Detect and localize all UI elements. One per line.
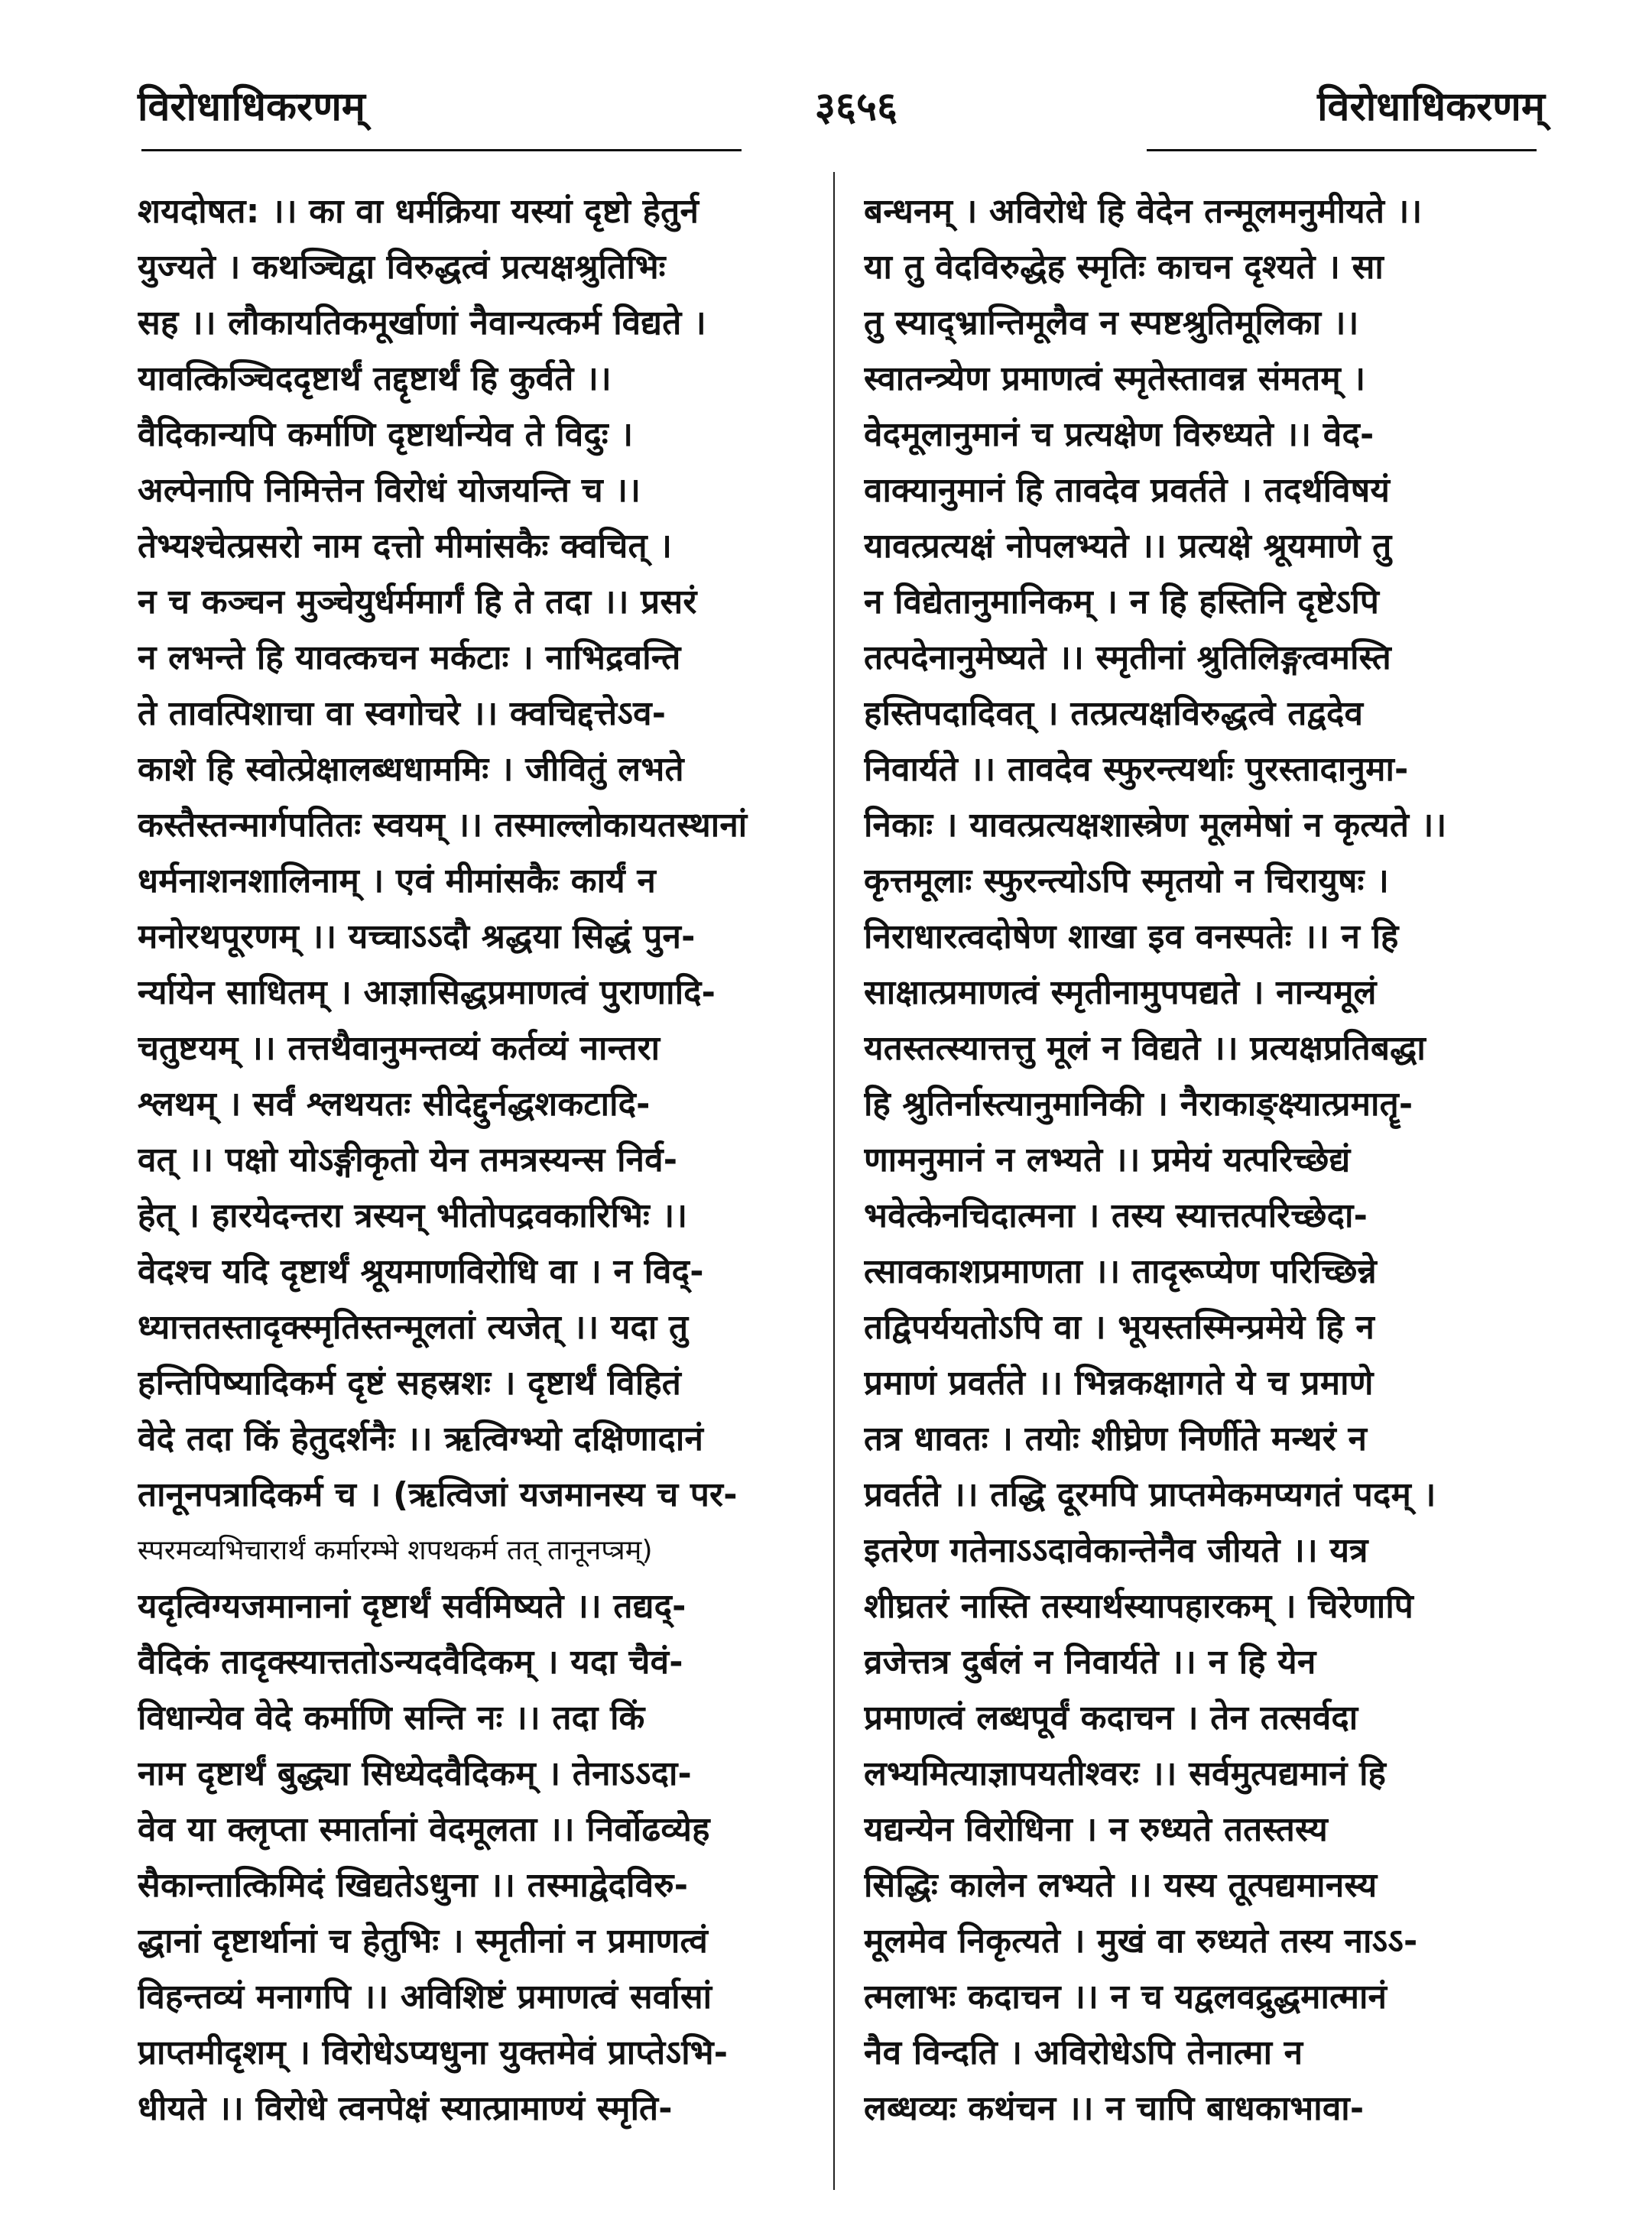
text-line: यतस्तत्स्यात्तत्तु मूलं न विद्यते ।। प्रत्यक्षप्रतिबद्धा [864,1029,1426,1068]
text-line: निकाः । यावत्प्रत्यक्षशास्त्रेण मूलमेषां न कृत्यते ।। [864,806,1447,845]
text-line: शयदोषत: ।। का वा धर्मक्रिया यस्यां दृष्टो हेतुर्न [138,192,699,231]
page-number: ३६५६ [814,84,898,130]
text-line: लब्धव्यः कथंचन ।। न चापि बाधकाभावा- [864,2089,1365,2128]
text-line: धर्मनाशनशालिनाम् । एवं मीमांसकैः कार्यं न [138,861,657,900]
text-line: तु स्याद्भ्रान्तिमूलैव न स्पष्टश्रुतिमूलिका ।। [864,303,1359,342]
text-line: तानूनपत्रादिकर्म च । (ऋत्विजां यजमानस्य च पर- [138,1475,738,1514]
text-line: भवेत्केनचिदात्मना । तस्य स्यात्तत्परिच्छेदा- [864,1196,1368,1235]
text-line: प्राप्तमीदृशम् । विरोधेऽप्यधुना युक्तमेवं प्राप्तेऽभि- [138,2033,729,2072]
text-line: सिद्धिः कालेन लभ्यते ।। यस्य तूत्पद्यमानस्य [864,1866,1378,1905]
text-line: वैदिकं तादृक्स्यात्ततोऽन्यदवैदिकम् । यदा चैवं- [138,1643,683,1682]
text-line: हेत् । हारयेदन्तरा त्रस्यन् भीतोपद्रवकारिभिः ।। [138,1196,688,1235]
text-line: कस्तैस्तन्मार्गपतितः स्वयम् ।। तस्माल्लोकायतस्थानां [138,806,748,845]
text-line: यावत्प्रत्यक्षं नोपलभ्यते ।। प्रत्यक्षे श्रूयमाणे तु [864,527,1392,566]
text-line: द्धानां दृष्टार्थानां च हेतुभिः । स्मृतीनां न प्रमाणत्वं [138,1922,709,1961]
text-line: हस्तिपदादिवत् । तत्प्रत्यक्षविरुद्धत्वे तद्वदेव [864,694,1364,733]
header-rule-right [1147,149,1537,151]
text-line: निवार्यते ।। तावदेव स्फुरन्त्यर्थाः पुरस्तादानुमा- [864,750,1409,789]
text-line: ते तावत्पिशाचा वा स्वगोचरे ।। क्वचिद्दत्तेऽव- [138,694,667,733]
text-line: सैकान्तात्किमिदं खिद्यतेऽधुना ।। तस्माद्वेदविरु- [138,1866,689,1905]
text-line: नाम दृष्टार्थं बुद्ध्या सिध्येदवैदिकम् । तेनाऽऽदा- [138,1754,693,1793]
text-line: व्रजेत्तत्र दुर्बलं न निवार्यते ।। न हि येन [864,1643,1316,1682]
text-line: तत्र धावतः । तयोः शीघ्रेण निर्णीते मन्थरं न [864,1419,1368,1458]
text-line: या तु वेदविरुद्धेह स्मृतिः काचन दृश्यते । सा [864,248,1384,287]
text-line: धीयते ।। विरोधे त्वनपेक्षं स्यात्प्रामाण्यं स्मृति- [138,2089,673,2128]
text-line: तद्विपर्ययतोऽपि वा । भूयस्तस्मिन्प्रमेये हि न [864,1308,1375,1347]
text-line: र्न्यायेन साधितम् । आज्ञासिद्धप्रमाणत्वं पुराणादि- [138,973,716,1012]
header-rule-left [141,149,742,151]
text-line: त्सावकाशप्रमाणता ।। तादृरूप्येण परिच्छिन्ने [864,1252,1377,1291]
text-line: कृत्तमूलाः स्फुरन्त्योऽपि स्मृतयो न चिरायुषः । [864,861,1389,900]
text-line: लभ्यमित्याज्ञापयतीश्वरः ।। सर्वमुत्पद्यमानं हि [864,1754,1387,1793]
text-line: श्लथम् । सर्वं श्लथयतः सीदेद्दुर्नद्धशकटादि- [138,1085,651,1124]
text-line: सह ।। लौकायतिकमूर्खाणां नैवान्यत्कर्म विद्यते । [138,303,706,342]
text-line: स्परमव्यभिचारार्थं कर्मारम्भे शपथकर्म तत् तानूनप्त्रम्) [138,1535,653,1566]
text-line: प्रवर्तते ।। तद्धि दूरमपि प्राप्तमेकमप्यगतं पदम् । [864,1475,1436,1514]
text-line: तत्पदेनानुमेष्यते ।। स्मृतीनां श्रुतिलिङ्गत्वमस्ति [864,638,1391,677]
running-title-right: विरोधाधिकरणम् [1317,84,1545,130]
text-line: हन्तिपिष्यादिकर्म दृष्टं सहस्रशः । दृष्टार्थं विहितं [138,1364,682,1403]
text-line: वेदश्च यदि दृष्टार्थं श्रूयमाणविरोधि वा । न विद्- [138,1252,704,1291]
text-line: वैदिकान्यपि कर्माणि दृष्टार्थान्येव ते विदुः । [138,415,634,454]
text-line: युज्यते । कथञ्चिद्वा विरुद्धत्वं प्रत्यक्षश्रुतिभिः [138,248,666,287]
text-line: यद्यन्येन विरोधिना । न रुध्यते ततस्तस्य [864,1810,1329,1849]
text-line: णामनुमानं न लभ्यते ।। प्रमेयं यत्परिच्छेद्यं [864,1140,1351,1179]
left-text-column [138,183,826,2136]
text-line: शीघ्रतरं नास्ति तस्यार्थस्यापहारकम् । चिरेणापि [864,1587,1413,1626]
text-line: वेदे तदा किं हेतुदर्शनैः ।। ऋत्विग्भ्यो दक्षिणादानं [138,1419,704,1458]
text-line: स्वातन्त्र्येण प्रमाणत्वं स्मृतेस्तावन्न संमतम् । [864,359,1366,398]
text-line: नैव विन्दति । अविरोधेऽपि तेनात्मा न [864,2033,1303,2072]
text-line: न च कञ्चन मुञ्चेयुर्धर्ममार्गं हि ते तदा ।। प्रसरं [138,582,697,621]
text-line: त्मलाभः कदाचन ।। न च यद्वलवद्रुद्धमात्मानं [864,1977,1387,2016]
text-line: विधान्येव वेदे कर्माणि सन्ति नः ।। तदा किं [138,1698,645,1737]
text-line: अल्पेनापि निमित्तेन विरोधं योजयन्ति च ।। [138,471,641,510]
text-line: हि श्रुतिर्नास्त्यानुमानिकी । नैराकाङ्क्ष्यात्प्रमातॄ- [864,1085,1413,1124]
text-line: प्रमाणत्वं लब्धपूर्वं कदाचन । तेन तत्सर्वदा [864,1698,1358,1737]
running-title-left: विरोधाधिकरणम् [138,84,365,130]
text-line: प्रमाणं प्रवर्तते ।। भिन्नकक्षागते ये च प्रमाणे [864,1364,1374,1403]
text-line: निराधारत्वदोषेण शाखा इव वनस्पतेः ।। न हि [864,917,1399,956]
text-line: न लभन्ते हि यावत्कचन मर्कटाः । नाभिद्रवन्ति [138,638,681,677]
text-line: तेभ्यश्चेत्प्रसरो नाम दत्तो मीमांसकैः क्वचित् । [138,527,673,566]
text-line: वाक्यानुमानं हि तावदेव प्रवर्तते । तदर्थविषयं [864,471,1391,510]
text-line: चतुष्टयम् ।। तत्तथैवानुमन्तव्यं कर्तव्यं नान्तरा [138,1029,660,1068]
text-line: यावत्किञ्चिददृष्टार्थं तद्दृष्टार्थं हि कुर्वते ।। [138,359,612,398]
text-line: साक्षात्प्रमाणत्वं स्मृतीनामुपपद्यते । नान्यमूलं [864,973,1377,1012]
text-line: विहन्तव्यं मनागपि ।। अविशिष्टं प्रमाणत्वं सर्वासां [138,1977,712,2016]
text-line: न विद्येतानुमानिकम् । न हि हस्तिनि दृष्टेऽपि [864,582,1380,621]
text-line: वत् ।। पक्षो योऽङ्गीकृतो येन तमत्रस्यन्स निर्व- [138,1140,678,1179]
text-line: ध्यात्ततस्तादृक्स्मृतिस्तन्मूलतां त्यजेत् ।। यदा तु [138,1308,689,1347]
text-line: बन्धनम् । अविरोधे हि वेदेन तन्मूलमनुमीयते ।। [864,192,1423,231]
column-divider [833,172,835,2190]
text-line: वेदमूलानुमानं च प्रत्यक्षेण विरुध्यते ।। वेद- [864,415,1375,454]
text-line: यदृत्विग्यजमानानां दृष्टार्थं सर्वमिष्यते ।। तद्यद्- [138,1587,686,1626]
page-header [138,76,1545,138]
text-line: काशे हि स्वोत्प्रेक्षालब्धधाममिः । जीवितुं लभते [138,750,684,789]
text-line: मनोरथपूरणम् ।। यच्चाऽऽदौ श्रद्धया सिद्धं पुन- [138,917,696,956]
text-line: वेव या क्लृप्ता स्मार्तानां वेदमूलता ।। निर्वोढव्येह [138,1810,710,1849]
right-text-column [864,183,1552,2136]
text-line: इतरेण गतेनाऽऽदावेकान्तेनैव जीयते ।। यत्र [864,1531,1368,1570]
text-line: मूलमेव निकृत्यते । मुखं वा रुध्यते तस्य नाऽऽ- [864,1922,1418,1961]
